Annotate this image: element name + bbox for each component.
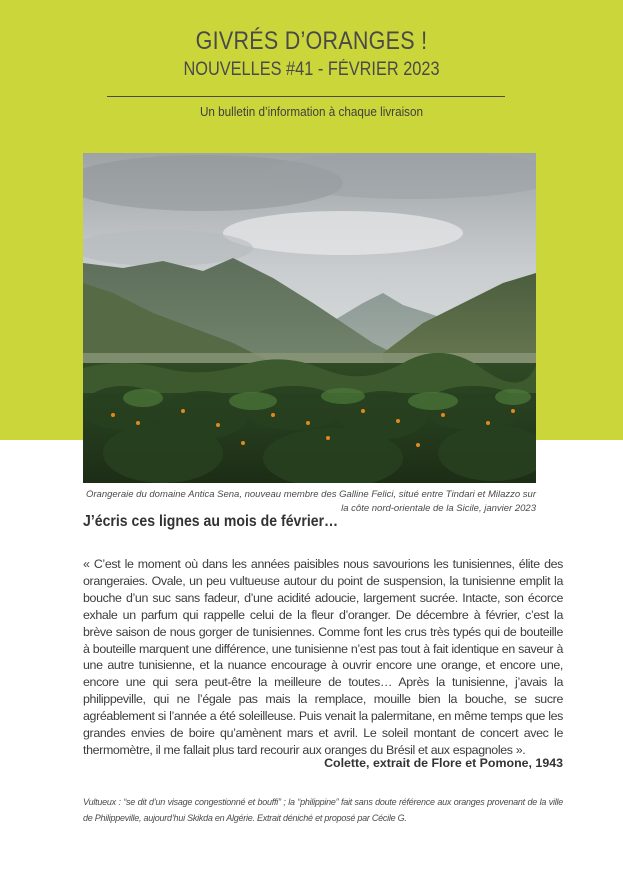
tagline: Un bulletin d’information à chaque livraison	[199, 104, 424, 119]
title-divider	[107, 96, 505, 97]
masthead	[0, 26, 623, 82]
article-heading: J’écris ces lignes au mois de février…	[83, 513, 339, 530]
article-body: « C’est le moment où dans les années paisibles nous savourions les tunisiennes, élite des orangeraies. Ovale, un peu vultueuse autour du point de suspension, la tunisienne emplit la bouche d’un suc sans fadeur, d’une acidité adoucie, largement sucrée. Intacte, son écorce exhale un parfum qui rappelle celui de la fleur d’oranger. De décembre à février, c’est la brève saison de nous gorger de tunisiennes. Comme font les crus très typés qui de bouteille à bouteille marquent une différence, une tunisienne n’est pas tout à fait identique en saveur à une autre tunisienne, et la nuance encourage à ouvrir encore une orange, et encore une, encore une qui sera peut-être la meilleure de toutes… Après la tunisienne, j’avais la philippeville, qui ne l’égale pas mais la remplace, mouille bien la bouche, se sucre agréablement si l’année a été soleilleuse. Puis venait la palermitane, en même temps que les grandes envies de boire qu’amènent mars et avril. Le soleil montant de concert avec le thermomètre, il me fallait plus tard recourir aux oranges du Brésil et aux espagnoles ».	[83, 557, 563, 757]
photo-caption: Orangeraie du domaine Antica Sena, nouveau membre des Galline Felici, situé entre Tindari et Milazzo sur la côte nord-orientale de la Sicile, janvier 2023	[86, 489, 536, 514]
orange-grove-photo	[83, 153, 536, 483]
quote-attribution: Colette, extrait de Flore et Pomone, 1943	[324, 756, 563, 770]
newsletter-title: GIVRÉS D’ORANGES !	[195, 27, 428, 55]
issue-subtitle: NOUVELLES #41 - FÉVRIER 2023	[183, 59, 440, 80]
landscape-illustration	[83, 153, 536, 483]
footnote: Vultueux : “se dit d’un visage congestionné et bouffi” ; la “philippine” fait sans doute référence aux oranges provenant de la ville de Philippeville, aujourd’hui Skikda en Algérie. Extrait déniché et proposé par Cécile G.	[83, 797, 563, 823]
